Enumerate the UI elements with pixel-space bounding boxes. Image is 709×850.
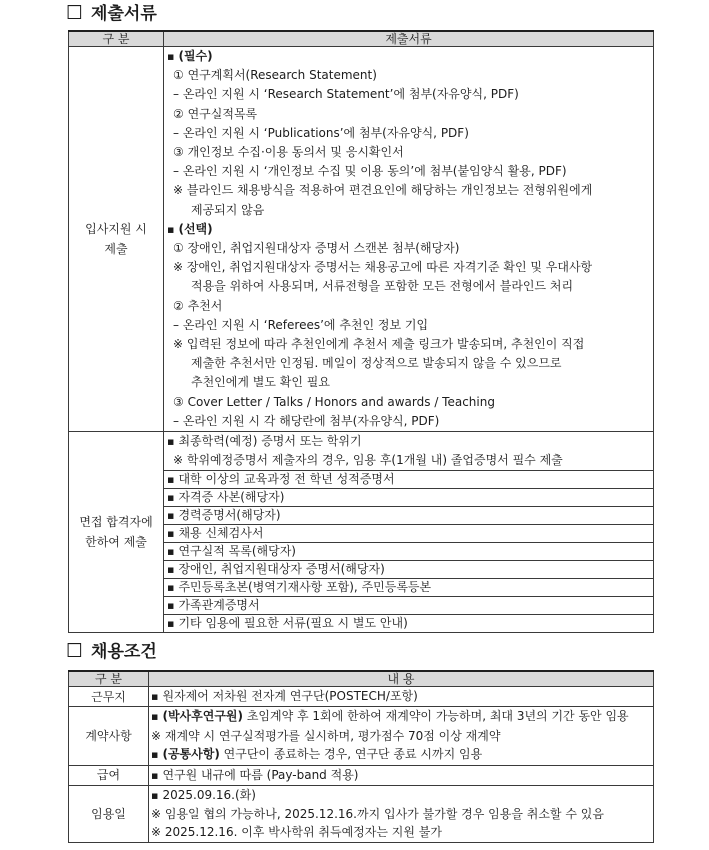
interview-label-line1: 면접 합격자에 [79,515,153,530]
cover-letter-note: – 온라인 지원 시 각 해당란에 첨부(자유양식, PDF) [173,413,440,428]
interview-label-line2: 한하여 제출 [85,535,147,550]
bullet-marker: ▪ [151,710,159,724]
workplace-cell [149,687,654,707]
conditions-section-title [66,639,157,663]
required-heading [167,47,653,66]
interview-label-cell [69,432,164,633]
start-date-cell [149,785,654,842]
salary-label: 급여 [69,765,149,785]
list-item-line [167,489,653,506]
start-date-row [69,785,654,842]
list-item [167,432,653,451]
required-privacy-consent-note: – 온라인 지원 시 ‘개인정보 수집 및 이용 동의’에 첨부(붙임양식 활용, PDF) [173,164,567,179]
submission-title-text: 제출서류 [91,4,157,24]
start-date-value: 2025.09.16.(화) [162,787,256,802]
blind-hiring-note: ※ 블라인드 채용방식을 적용하여 편견요인에 해당하는 개인정보는 전형위원에게 [173,183,593,198]
bullet-marker: ▪ [167,527,175,541]
submission-documents-table [68,30,654,633]
start-date-line [151,786,653,805]
list-item-text: 연구실적 목록(해당자) [178,544,296,559]
disability-cert-note: ※ 장애인, 취업지원대상자 증명서는 채용공고에 따른 자격기준 확인 및 우대사항 [173,260,593,275]
bullet-marker: ▪ [167,545,175,559]
optional-heading [167,220,653,239]
common-contract-line [151,745,653,764]
table-header-row [69,31,654,47]
list-item-text: 주민등록초본(병역기재사항 포함), 주민등록등본 [178,580,432,595]
interview-degree-cell [164,432,654,471]
postdoc-tag: (박사후연구원) [162,709,243,724]
application-label-line2: 제출 [104,242,128,257]
list-item-text: 가족관계증명서 [178,598,260,613]
bullet-marker: ▪ [167,563,175,577]
header-category: 구 분 [69,31,164,47]
application-label-line1: 입사지원 시 [85,222,147,237]
optional-disability-cert: ① 장애인, 취업지원대상자 증명서 스캔본 첨부(해당자) [173,241,460,256]
list-item-line [167,561,653,578]
application-label-cell [69,47,164,432]
disability-cert-note-cont: 적용을 위하여 사용되며, 서류전형을 포함한 모든 전형에서 블라인드 처리 [191,279,574,294]
bullet-marker: ▪ [167,617,175,631]
bullet-marker: ▪ [151,748,159,762]
header-documents: 제출서류 [164,31,654,47]
bullet-marker: ▪ [151,768,159,782]
list-item-line [167,525,653,542]
salary-line [151,766,653,785]
required-publications-note: – 온라인 지원 시 ‘Publications’에 첨부(자유양식, PDF) [173,125,469,140]
start-date-label: 임용일 [69,785,149,842]
bullet-marker: ▪ [167,50,175,63]
bullet-marker: ▪ [151,788,159,802]
list-item [164,615,654,633]
header-content: 내 용 [149,671,654,687]
application-row [69,47,654,432]
postdoc-contract-line [151,707,653,726]
bullet-marker: ▪ [167,435,175,449]
application-docs-cell [164,47,654,432]
bullet-marker: ▪ [167,491,175,505]
list-item-text: 대학 이상의 교육과정 전 학년 성적증명서 [178,472,395,487]
recommendation-link-note: ※ 입력된 정보에 따라 추천인에게 추천서 제출 링크가 발송되며, 추천인이 직접 [173,337,585,352]
conditions-title-text: 채용조건 [91,642,157,662]
optional-recommendation: ② 추천서 [173,298,223,313]
interview-row [69,432,654,471]
salary-cell [149,765,654,785]
required-title: (필수) [178,49,213,63]
workplace-text: 원자제어 저차원 전자계 연구단(POSTECH/포항) [162,689,418,703]
list-item-text: 채용 신체검사서 [178,526,264,541]
list-item [164,507,654,525]
list-item-text: 경력증명서(해당자) [178,508,281,523]
list-item [164,597,654,615]
optional-cover-letter: ③ Cover Letter / Talks / Honors and awards / Teaching [173,394,495,409]
header-category: 구 분 [69,671,149,687]
list-item [164,471,654,489]
list-item [164,561,654,579]
table-header-row [69,671,654,687]
bullet-marker: ▪ [167,222,175,236]
start-date-note: ※ 임용일 협의 가능하나, 2025.12.16.까지 입사가 불가할 경우 임용을 취소할 수 있음 [151,807,604,822]
recommendation-link-note-cont1: 제출한 추천서만 인정됨. 메일이 정상적으로 발송되지 않을 수 있으므로 [191,356,562,371]
section-box-icon: ☐ [66,640,84,662]
required-publications: ② 연구실적목록 [173,106,258,121]
list-item-line [167,579,653,596]
common-text: 연구단이 종료하는 경우, 연구단 종료 시까지 임용 [223,747,483,762]
salary-text: 연구원 내규에 따름 (Pay-band 적용) [162,767,359,782]
workplace-label: 근무지 [69,687,149,707]
list-item-text: 자격증 사본(해당자) [178,490,285,505]
list-item-line [167,471,653,488]
blind-hiring-note-cont: 제공되지 않음 [191,202,265,217]
degree-item-text: 최종학력(예정) 증명서 또는 학위기 [178,434,362,449]
list-item-line [167,507,653,524]
bullet-marker: ▪ [151,690,159,703]
list-item [164,543,654,561]
list-item-text: 장애인, 취업지원대상자 증명서(해당자) [178,562,385,577]
list-item-text: 기타 임용에 필요한 서류(필요 시 별도 안내) [178,616,408,631]
recommendation-referees-note: – 온라인 지원 시 ‘Referees’에 추천인 정보 기입 [173,317,429,332]
start-date-note: ※ 2025.12.16. 이후 박사학위 취득예정자는 지원 불가 [151,825,442,840]
list-item-line [167,543,653,560]
required-research-statement-note: – 온라인 지원 시 ‘Research Statement’에 첨부(자유양식, PDF) [173,87,519,102]
workplace-row [69,687,654,707]
bullet-marker: ▪ [167,509,175,523]
required-research-statement: ① 연구계획서(Research Statement) [173,68,377,83]
section-box-icon: ☐ [66,2,84,24]
list-item [164,489,654,507]
bullet-marker: ▪ [167,581,175,595]
list-item [164,579,654,597]
recommendation-link-note-cont2: 추천인에게 별도 확인 필요 [191,375,330,390]
common-tag: (공통사항) [162,747,220,762]
contract-cell [149,707,654,765]
contract-label: 계약사항 [69,707,149,765]
bullet-marker: ▪ [167,473,175,487]
employment-conditions-table [68,670,654,843]
postdoc-text: 초임계약 후 1회에 한하여 재계약이 가능하며, 최대 3년의 기간 동안 임용 [246,709,629,724]
submission-section-title [66,1,157,25]
list-item-line [167,615,653,632]
contract-row [69,707,654,765]
workplace-line [151,687,653,706]
salary-row [69,765,654,785]
list-item [164,525,654,543]
renewal-note: ※ 재계약 시 연구실적평가를 실시하며, 평가점수 70점 이상 재계약 [151,728,501,743]
optional-title: (선택) [178,221,213,236]
required-privacy-consent: ③ 개인정보 수집·이용 동의서 및 응시확인서 [173,145,404,160]
list-item-line [167,597,653,614]
bullet-marker: ▪ [167,599,175,613]
degree-note: ※ 학위예정증명서 제출자의 경우, 임용 후(1개월 내) 졸업증명서 필수 제출 [173,453,563,468]
